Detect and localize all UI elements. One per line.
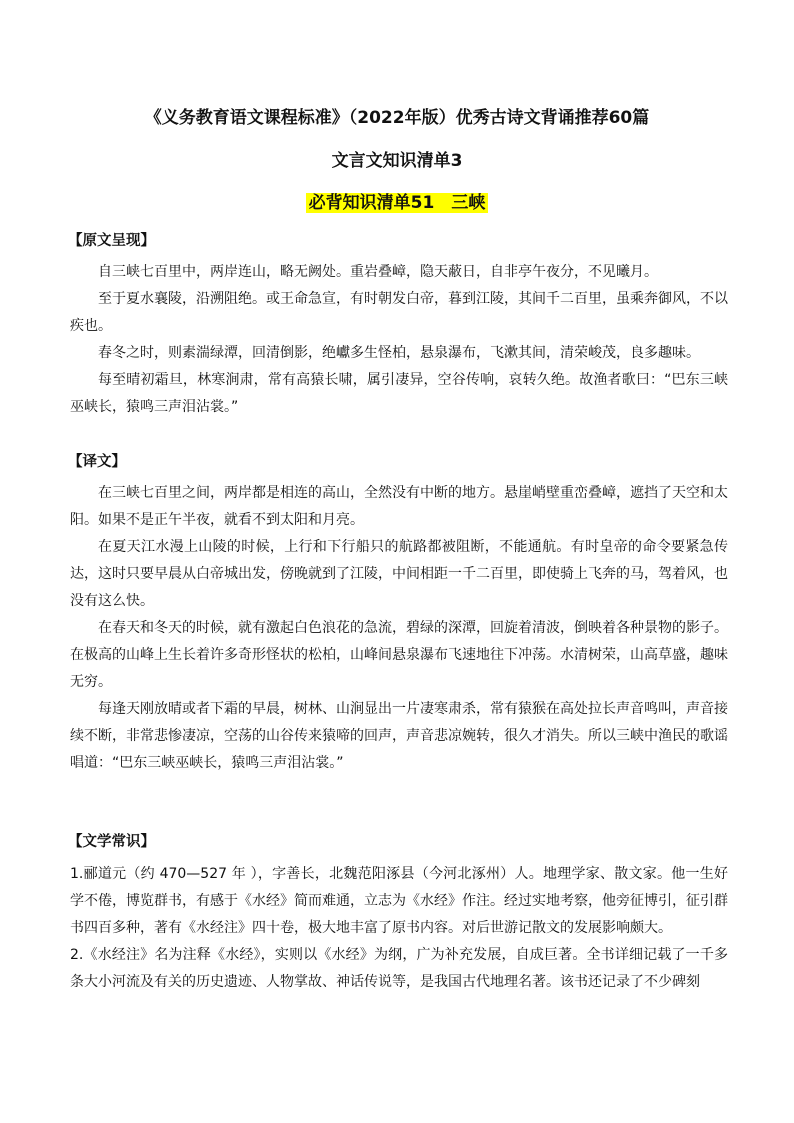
translation-paragraph: 在春天和冬天的时候，就有激起白色浪花的急流，碧绿的深潭，回旋着清波，倒映着各种景物的影子。在极高的山峰上生长着许多奇形怪状的松柏，山峰间悬泉瀑布飞速地往下冲荡。水清树荣，山高草盛，趣味无穷。 bbox=[70, 620, 728, 690]
document-title: 《义务教育语文课程标准》（2022年版）优秀古诗文背诵推荐60篇 bbox=[144, 108, 650, 128]
translation-paragraph: 在夏天江水漫上山陵的时候，上行和下行船只的航路都被阻断，不能通航。有时皇帝的命令要紧急传达，这时只要早晨从白帝城出发，傍晚就到了江陵，中间相距一千二百里，即使骑上飞奔的马，驾着风，也没有这么快。 bbox=[70, 539, 728, 609]
translation-paragraph: 在三峡七百里之间，两岸都是相连的高山，全然没有中断的地方。悬崖峭壁重峦叠嶂，遮挡了天空和太阳。如果不是正午半夜，就看不到太阳和月亮。 bbox=[70, 485, 728, 528]
translation-text bbox=[70, 480, 728, 777]
translation-paragraph: 每逢天刚放晴或者下霜的早晨，树林、山涧显出一片凄寒肃杀，常有猿猴在高处拉长声音鸣叫，声音接续不断，非常悲惨凄凉，空荡的山谷传来猿啼的回声，声音悲凉婉转，很久才消失。所以三峡中渔民的歌谣唱道：“巴东三峡巫峡长，猿鸣三声泪沾裳。” bbox=[70, 701, 728, 771]
original-paragraph: 春冬之时，则素湍绿潭，回清倒影，绝巘多生怪柏，悬泉瀑布，飞漱其间，清荣峻茂，良多趣味。 bbox=[98, 345, 700, 361]
section-heading-translation: 【译文】 bbox=[68, 454, 126, 470]
literature-text bbox=[70, 861, 728, 996]
original-paragraph: 至于夏水襄陵，沿溯阻绝。或王命急宣，有时朝发白帝，暮到江陵，其间千二百里，虽乘奔御风，不以疾也。 bbox=[70, 291, 728, 334]
original-paragraph: 自三峡七百里中，两岸连山，略无阙处。重岩叠嶂，隐天蔽日，自非亭午夜分，不见曦月。 bbox=[98, 264, 658, 280]
section-heading-original: 【原文呈现】 bbox=[68, 233, 155, 249]
highlighted-heading-text: 必背知识清单51 三峡 bbox=[306, 193, 489, 213]
section-heading-literature: 【文学常识】 bbox=[68, 834, 155, 850]
literature-item: 2.《水经注》名为注释《水经》，实则以《水经》为纲，广为补充发展，自成巨著。全书详细记载了一千多条大小河流及有关的历史遗迹、人物掌故、神话传说等，是我国古代地理名著。该书还记录了不少碑刻 bbox=[70, 947, 728, 990]
literature-item: 1.郦道元（约 470—527 年 ），字善长，北魏范阳涿县（今河北涿州）人。地理学家、散文家。他一生好学不倦，博览群书，有感于《水经》简而难通，立志为《水经》作注。经过实地考察，他旁征博引，征引群书四百多种，著有《水经注》四十卷，极大地丰富了原书内容。对后世游记散文的发展影响颇大。 bbox=[70, 866, 728, 936]
highlighted-heading bbox=[0, 188, 794, 213]
document-subtitle: 文言文知识清单3 bbox=[331, 151, 463, 171]
original-paragraph: 每至晴初霜旦，林寒涧肃，常有高猿长啸，属引凄异，空谷传响，哀转久绝。故渔者歌曰：“巴东三峡巫峡长，猿鸣三声泪沾裳。” bbox=[70, 372, 728, 415]
original-text bbox=[70, 259, 728, 421]
